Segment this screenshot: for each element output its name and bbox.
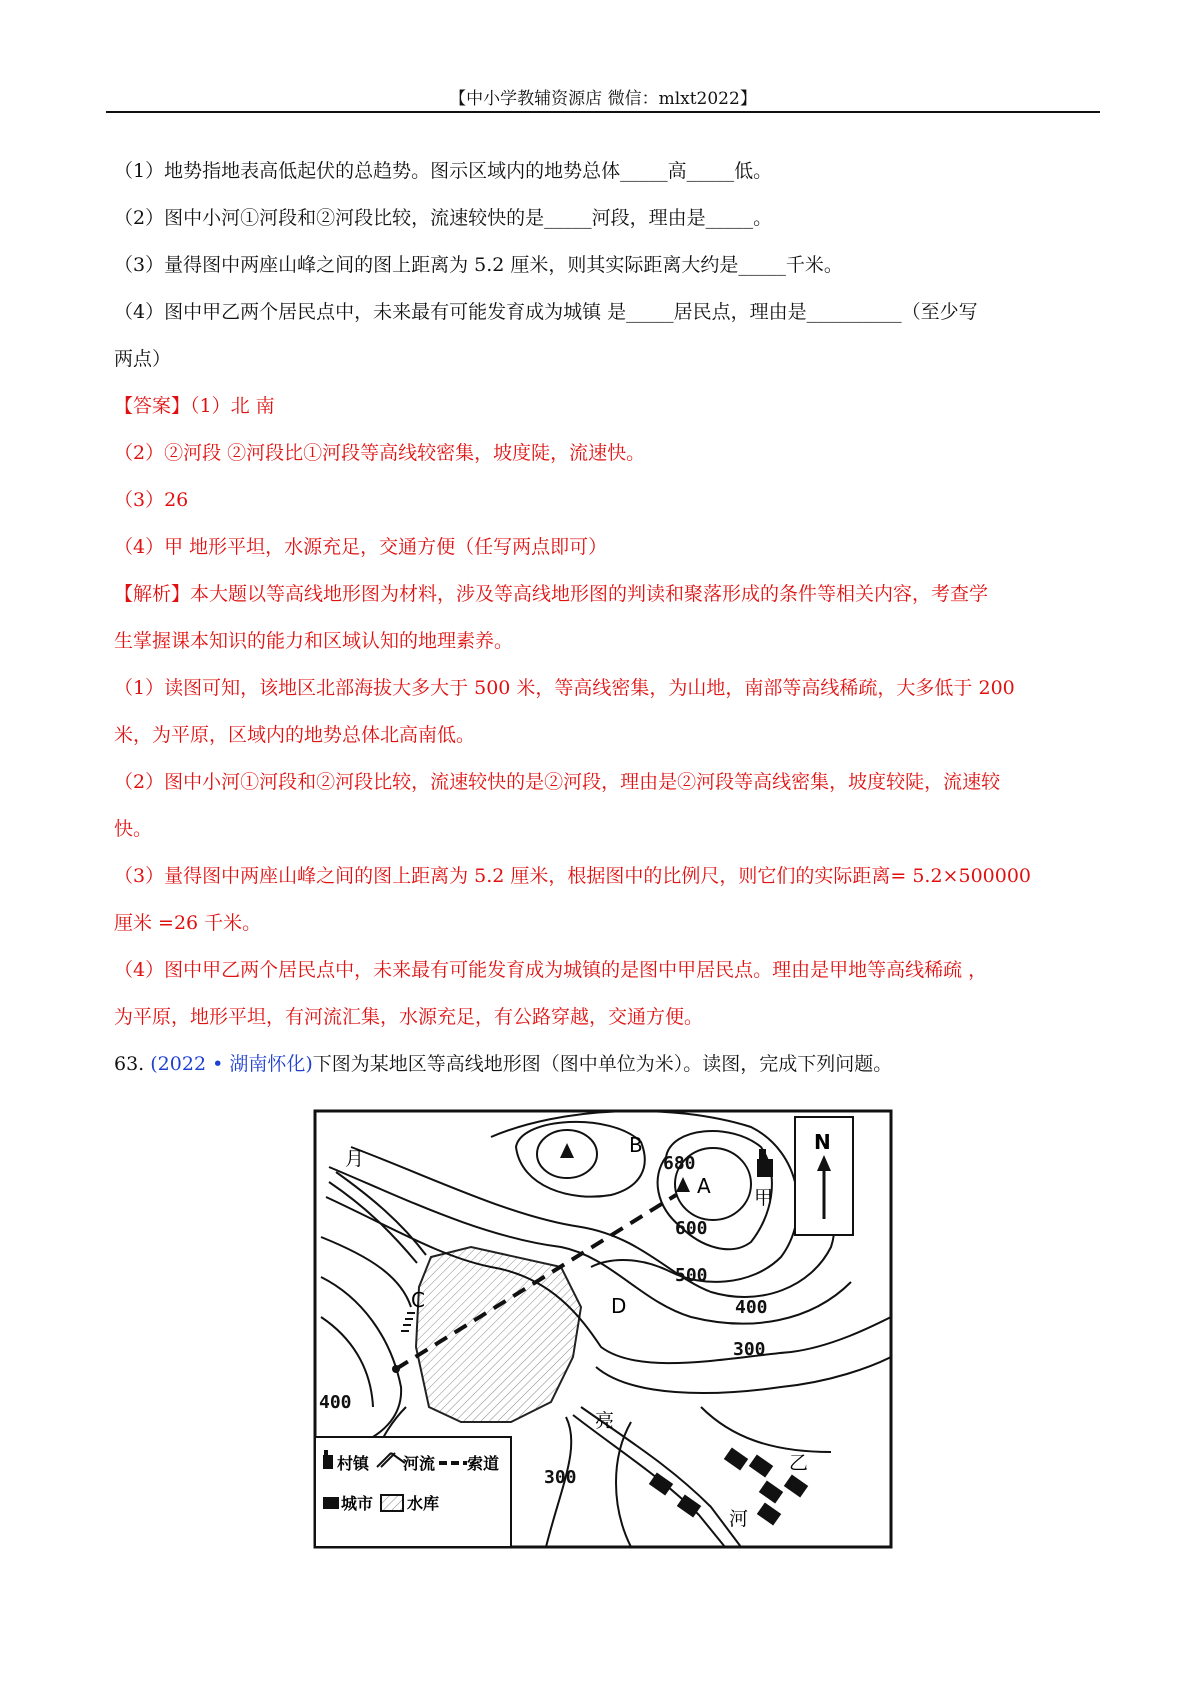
page-header: 【中小学教辅资源店 微信：mlxt2022】: [449, 89, 757, 109]
answer-2: （2）②河段 ②河段比①河段等高线较密集，坡度陡，流速快。: [114, 442, 646, 464]
legend-cableway: 索道: [467, 1454, 500, 1473]
header-divider: [106, 111, 1100, 113]
analysis-4-continued: 为平原，地形平坦，有河流汇集，水源充足，有公路穿越，交通方便。: [114, 1006, 704, 1028]
analysis-2-continued: 快。: [114, 818, 153, 840]
river-char-yue: 月: [345, 1148, 365, 1170]
label-yi: 乙: [789, 1452, 809, 1474]
answer-line-1: [114, 383, 1100, 430]
question-63-number: 63.: [114, 1053, 145, 1075]
analysis-1: （1）读图可知，该地区北部海拔大多大于 500 米，等高线密集，为山地，南部等高线稀疏，大多低于 200: [114, 677, 1015, 699]
question-63-text: 下图为某地区等高线地形图（图中单位为米）。读图，完成下列问题。: [312, 1053, 893, 1075]
question-4-continued: 两点）: [114, 348, 172, 370]
question-4: （4）图中甲乙两个居民点中，未来最有可能发育成为城镇 是_____居民点，理由是__________（至少写: [114, 301, 978, 323]
answer-label: 【答案】: [114, 395, 191, 417]
analysis-label: 【解析】: [114, 583, 191, 605]
contour-map: [311, 1107, 895, 1551]
question-1: （1）地势指地表高低起伏的总趋势。图示区域内的地势总体_____高_____低。: [114, 160, 773, 182]
legend-city: 城市: [341, 1494, 374, 1513]
contour-map-figure: [311, 1107, 895, 1551]
label-a: A: [697, 1174, 711, 1198]
analysis-intro: [114, 571, 1100, 618]
analysis-3-continued: 厘米 =26 千米。: [114, 912, 262, 934]
label-b: B: [629, 1133, 643, 1157]
question-63-source: (2022 • 湖南怀化): [150, 1053, 313, 1075]
contour-label-300-south: 300: [544, 1467, 577, 1488]
legend-village: 村镇: [337, 1454, 370, 1473]
document-body: [114, 148, 1100, 1088]
cableway-end: [392, 1365, 400, 1373]
legend-river: 河流: [403, 1454, 436, 1473]
river-char-he: 河: [729, 1508, 749, 1530]
analysis-1-continued: 米，为平原，区域内的地势总体北高南低。: [114, 724, 476, 746]
analysis-2: （2）图中小河①河段和②河段比较，流速较快的是②河段，理由是②河段等高线密集，坡度较陡，流速较: [114, 771, 1001, 793]
contour-label-300: 300: [733, 1339, 766, 1360]
label-jia: 甲: [754, 1187, 774, 1209]
contour-label-500: 500: [675, 1265, 708, 1286]
contour-label-600: 600: [675, 1218, 708, 1239]
analysis-4: （4）图中甲乙两个居民点中，未来最有可能发育成为城镇的是图中甲居民点。理由是甲地等高线稀疏 ，: [114, 959, 988, 981]
answer-3: （3）26: [114, 489, 189, 511]
map-legend: [315, 1437, 511, 1547]
contour-label-680: 680: [663, 1153, 696, 1174]
analysis-intro-2: 生掌握课本知识的能力和区域认知的地理素养。: [114, 630, 514, 652]
contour-label-400: 400: [735, 1297, 768, 1318]
answer-4: （4）甲 地形平坦，水源充足，交通方便（任写两点即可）: [114, 536, 608, 558]
label-c: C: [411, 1288, 425, 1312]
label-d: D: [611, 1294, 627, 1318]
question-2: （2）图中小河①河段和②河段比较，流速较快的是_____河段，理由是_____。: [114, 207, 773, 229]
answer-1: （1）北 南: [190, 395, 275, 417]
analysis-3: （3）量得图中两座山峰之间的图上距离为 5.2 厘米，根据图中的比例尺，则它们的实际距离= 5.2×500000: [114, 865, 1032, 887]
legend-reservoir: 水库: [407, 1494, 440, 1513]
question-3: （3）量得图中两座山峰之间的图上距离为 5.2 厘米，则其实际距离大约是_____千米。: [114, 254, 843, 276]
north-label: N: [814, 1130, 831, 1154]
analysis-intro-text: 本大题以等高线地形图为材料，涉及等高线地形图的判读和聚落形成的条件等相关内容，考查学: [190, 583, 989, 605]
contour-label-400-west: 400: [319, 1392, 352, 1413]
question-63: [114, 1041, 1100, 1088]
river-char-liang: 亮: [595, 1410, 615, 1432]
